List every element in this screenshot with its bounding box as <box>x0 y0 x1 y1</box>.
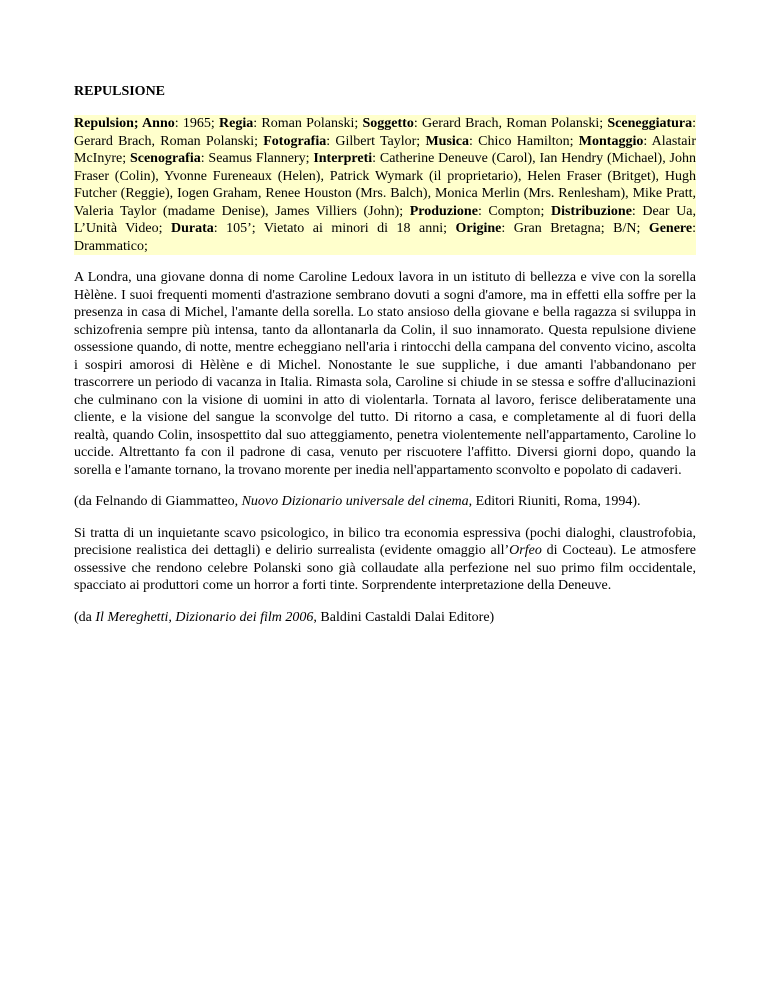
credit-label: Regia <box>219 116 254 131</box>
credit-value: : Gran Bretagna; B/N; <box>501 221 649 236</box>
review-film-title: Orfeo <box>509 543 542 558</box>
credit-label: Scenografia <box>129 151 201 166</box>
credit-value: : Gerard Brach, Roman Polanski; <box>413 116 608 131</box>
review-text: Si tratta di un inquietante scavo psicologico, in bilico tra economia espressiva (pochi dialoghi, claustrofobia, precisione realistica dei dettagli) e delirio surrealista (evidente omaggio all’ <box>74 525 696 558</box>
document-page <box>74 84 696 640</box>
credit-value: : Gerard Brach, Roman Polanski; <box>74 116 697 149</box>
credit-value: : Dear Ua, L’Unità Video; <box>74 203 696 236</box>
citation-book-title: Il Mereghetti, Dizionario dei film 2006 <box>95 609 314 625</box>
credit-label: Durata <box>171 221 214 236</box>
credit-value: : 105’; Vietato ai minori di 18 anni; <box>213 221 456 236</box>
credit-value: : Seamus Flannery; <box>200 151 314 166</box>
credit-value: : Gilbert Taylor; <box>326 133 426 149</box>
credit-label: Soggetto <box>362 116 414 131</box>
credit-label: Interpreti <box>313 151 373 166</box>
credit-label: Genere <box>648 221 693 236</box>
citation-text: , Baldini Castaldi Dalai Editore) <box>313 609 495 625</box>
credit-value: : Alastair McInyre; <box>74 133 697 166</box>
credit-label: Musica <box>425 133 469 149</box>
source-citation-2 <box>74 609 696 627</box>
credit-value: : 1965; <box>174 116 220 131</box>
credit-label: Fotografia <box>263 133 327 149</box>
credit-value: : Drammatico; <box>74 221 696 254</box>
credit-value: : Roman Polanski; <box>253 116 363 131</box>
citation-text: , Editori Riuniti, Roma, 1994). <box>468 494 641 509</box>
credit-value: : Catherine Deneuve (Carol), Ian Hendry (Michael), John Fraser (Colin), Yvonne Fureneaux (Helen), Patrick Wymark (il proprietario), Helen Fraser (Britget), Hugh Futcher (Reggie), Iogen Graham, Renee Houston (Mrs. Balch), Monica Merlin (Mrs. Renlesham), Mike Pratt, Valeria Taylor (madame Denise), James Villiers (John); <box>74 151 696 219</box>
citation-text: (da <box>74 609 96 625</box>
credit-label: Produzione <box>409 203 478 219</box>
citation-book-title: Nuovo Dizionario universale del cinema <box>241 494 469 509</box>
credit-label: Distribuzione <box>551 203 632 219</box>
source-citation-1 <box>74 493 696 511</box>
citation-text: (da Felnando di Giammatteo, <box>74 494 242 509</box>
review-paragraph <box>74 525 696 595</box>
credit-label: Repulsion; Anno <box>74 116 175 131</box>
credit-label: Sceneggiatura <box>607 116 693 131</box>
credit-value: : Chico Hamilton; <box>469 133 579 149</box>
credit-label: Origine <box>455 221 502 236</box>
credit-value: : Compton; <box>477 203 552 219</box>
credits-block <box>74 115 696 255</box>
credit-label: Montaggio <box>578 133 644 149</box>
review-text: di Cocteau). Le atmosfere ossessive che rendono celebre Polanski sono già collaudate alla perfezione nel suo primo film occidentale, spacciato ai produttori come un horror a forti tinte. Sorprendente interpretazione della Deneuve. <box>74 543 696 593</box>
synopsis-paragraph: A Londra, una giovane donna di nome Caroline Ledoux lavora in un istituto di bellezza e vive con la sorella Hèlène. I suoi frequenti momenti d'astrazione sembrano dovuti a sogni d'amore, ma in effetti ella soffre per la presenza in casa di Michel, l'amante della sorella. Lo stato ansioso della giovane e bella ragazza si sviluppa in schizofrenia sempre più intensa, tanto da allontanarla da Colin, il suo innamorato. Questa repulsione diviene ossessione quando, di notte, mentre echeggiano nell'aria i rintocchi della campana del convento vicino, ascolta i sospiri amorosi di Hèlène e di Michel. Nonostante le sue suppliche, i due amanti l'abbandonano per trascorrere un periodo di vacanza in Italia. Rimasta sola, Caroline si chiude in se stessa e soffre d'allucinazioni che culminano con la visione di uomini in atto di violentarla. Tornata al lavoro, ferisce deliberatamente una cliente, e la visione del sangue la sconvolge del tutto. Di ritorno a casa, e completamente al di fuori della realtà, quando Colin, insospettito dal suo atteggiamento, penetra violentemente nell'appartamento, Caroline lo uccide. Altrettanto fa con il padrone di casa, venuto per riscuotere l'affitto. Diversi giorni dopo, quando la sorella e l'amante tornano, la trovano morente per inedia nell'appartamento sconvolto e popolato di cadaveri. <box>74 270 696 478</box>
document-title: REPULSIONE <box>74 84 166 99</box>
